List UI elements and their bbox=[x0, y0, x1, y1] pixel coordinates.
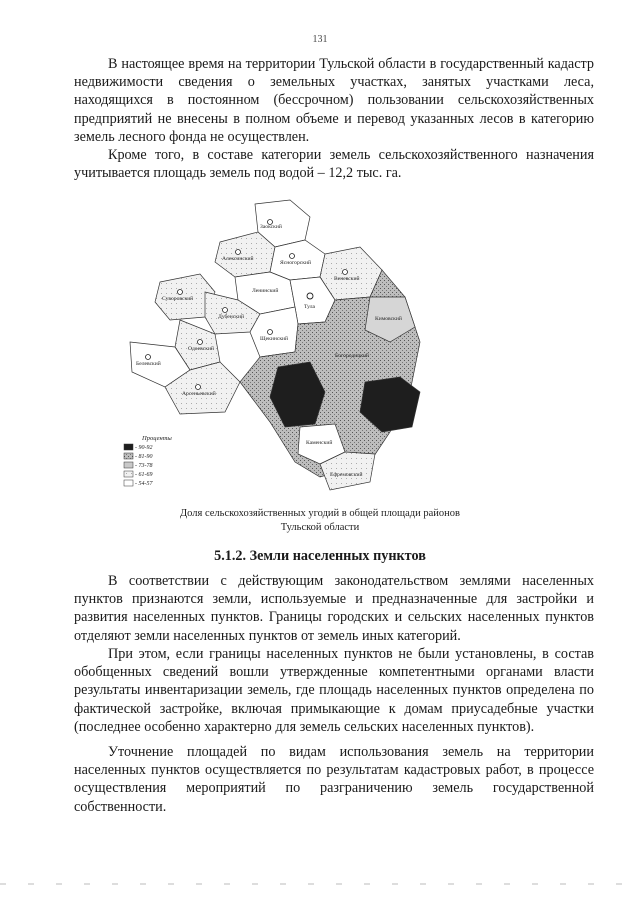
district-map bbox=[120, 192, 440, 504]
district-label: Ефремовский bbox=[330, 472, 363, 478]
city-marker bbox=[198, 340, 203, 345]
paragraph-settlements-2: При этом, если границы населенных пунктов не были установлены, в состав обобщенных сведений вошли утвержденные компетентными органами власти результаты инвентаризации земель, где площадь населенных пунктов определена по фактической застройке, включая примыкающие к домам приусадебные участки (последнее особенно характерно для земель сельских населенных пунктов). bbox=[74, 646, 594, 735]
city-marker bbox=[236, 250, 241, 255]
page-number: 131 bbox=[312, 34, 328, 45]
map-legend bbox=[124, 435, 172, 487]
legend-item: - 61-69 bbox=[135, 472, 153, 478]
district-label: Алексинский bbox=[222, 256, 254, 262]
city-marker bbox=[268, 330, 273, 335]
legend-swatch bbox=[124, 462, 133, 468]
legend-title: Проценты bbox=[142, 435, 172, 442]
legend-swatch bbox=[124, 480, 133, 486]
district-map-figure bbox=[120, 192, 440, 504]
district-label: Ленинский bbox=[252, 288, 279, 294]
city-marker bbox=[343, 270, 348, 275]
district-label: Дубенский bbox=[218, 314, 244, 320]
legend-swatch bbox=[124, 453, 133, 459]
legend-swatch bbox=[124, 444, 133, 450]
district-label: Арсеньевский bbox=[182, 391, 216, 397]
district-label: Веневский bbox=[334, 276, 360, 282]
legend-item: - 54-57 bbox=[135, 481, 153, 487]
district-label: Богородицкий bbox=[335, 353, 369, 359]
legend-swatch bbox=[124, 471, 133, 477]
scan-artifact-strip bbox=[0, 878, 640, 890]
map-caption bbox=[140, 507, 500, 535]
district-label: Щекинский bbox=[260, 336, 289, 342]
city-marker bbox=[223, 308, 228, 313]
paragraph-intro: В настоящее время на территории Тульской области в государственный кадастр недвижимости сведения о земельных участках, занятых участками леса, находящихся в постоянном (бессрочном) пользовании сельскохозяйственных предприятий не внесены в полном объеме и перевод указанных лесов в категорию земель лесного фонда не осуществлен. bbox=[74, 56, 594, 145]
district-label: Тула bbox=[304, 304, 315, 310]
legend-item: - 81-90 bbox=[135, 454, 153, 460]
city-marker bbox=[178, 290, 183, 295]
caption-line: Тульской области bbox=[280, 522, 360, 533]
district-label: Одоевский bbox=[188, 346, 214, 352]
district-label: Суворовский bbox=[162, 296, 194, 302]
district-label: Кимовский bbox=[375, 316, 402, 322]
paragraph-settlements-1: В соответствии с действующим законодательством землями населенных пунктов признаются земли, используемые и предназначенные для застройки и развития населенных пунктов. Границы городских и сельских населенных пунктов отделяют земли населенных пунктов от земель иных категорий. bbox=[74, 573, 594, 644]
caption-line: Доля сельскохозяйственных угодий в общей площади районов bbox=[180, 508, 460, 519]
legend-item: - 73-78 bbox=[135, 463, 153, 469]
city-marker bbox=[290, 254, 295, 259]
district-label: Ясногорский bbox=[280, 260, 311, 266]
city-marker bbox=[146, 355, 151, 360]
district-aleksinsky bbox=[215, 232, 275, 277]
district-label: Каменский bbox=[306, 440, 333, 446]
paragraph-water: Кроме того, в составе категории земель сельскохозяйственного назначения учитывается площадь земель под водой – 12,2 тыс. га. bbox=[74, 147, 594, 182]
district-label: Заокский bbox=[260, 224, 282, 230]
legend-item: - 90-92 bbox=[135, 445, 153, 451]
paragraph-settlements-3: Уточнение площадей по видам использования земель на территории населенных пунктов осуществляется по результатам кадастровых работ, в процессе осуществления мероприятий по разграничению земель государственной собственности. bbox=[74, 744, 594, 815]
city-marker bbox=[196, 385, 201, 390]
district-label: Белевский bbox=[136, 361, 161, 367]
section-heading: 5.1.2. Земли населенных пунктов bbox=[214, 548, 426, 564]
city-marker bbox=[307, 293, 313, 299]
